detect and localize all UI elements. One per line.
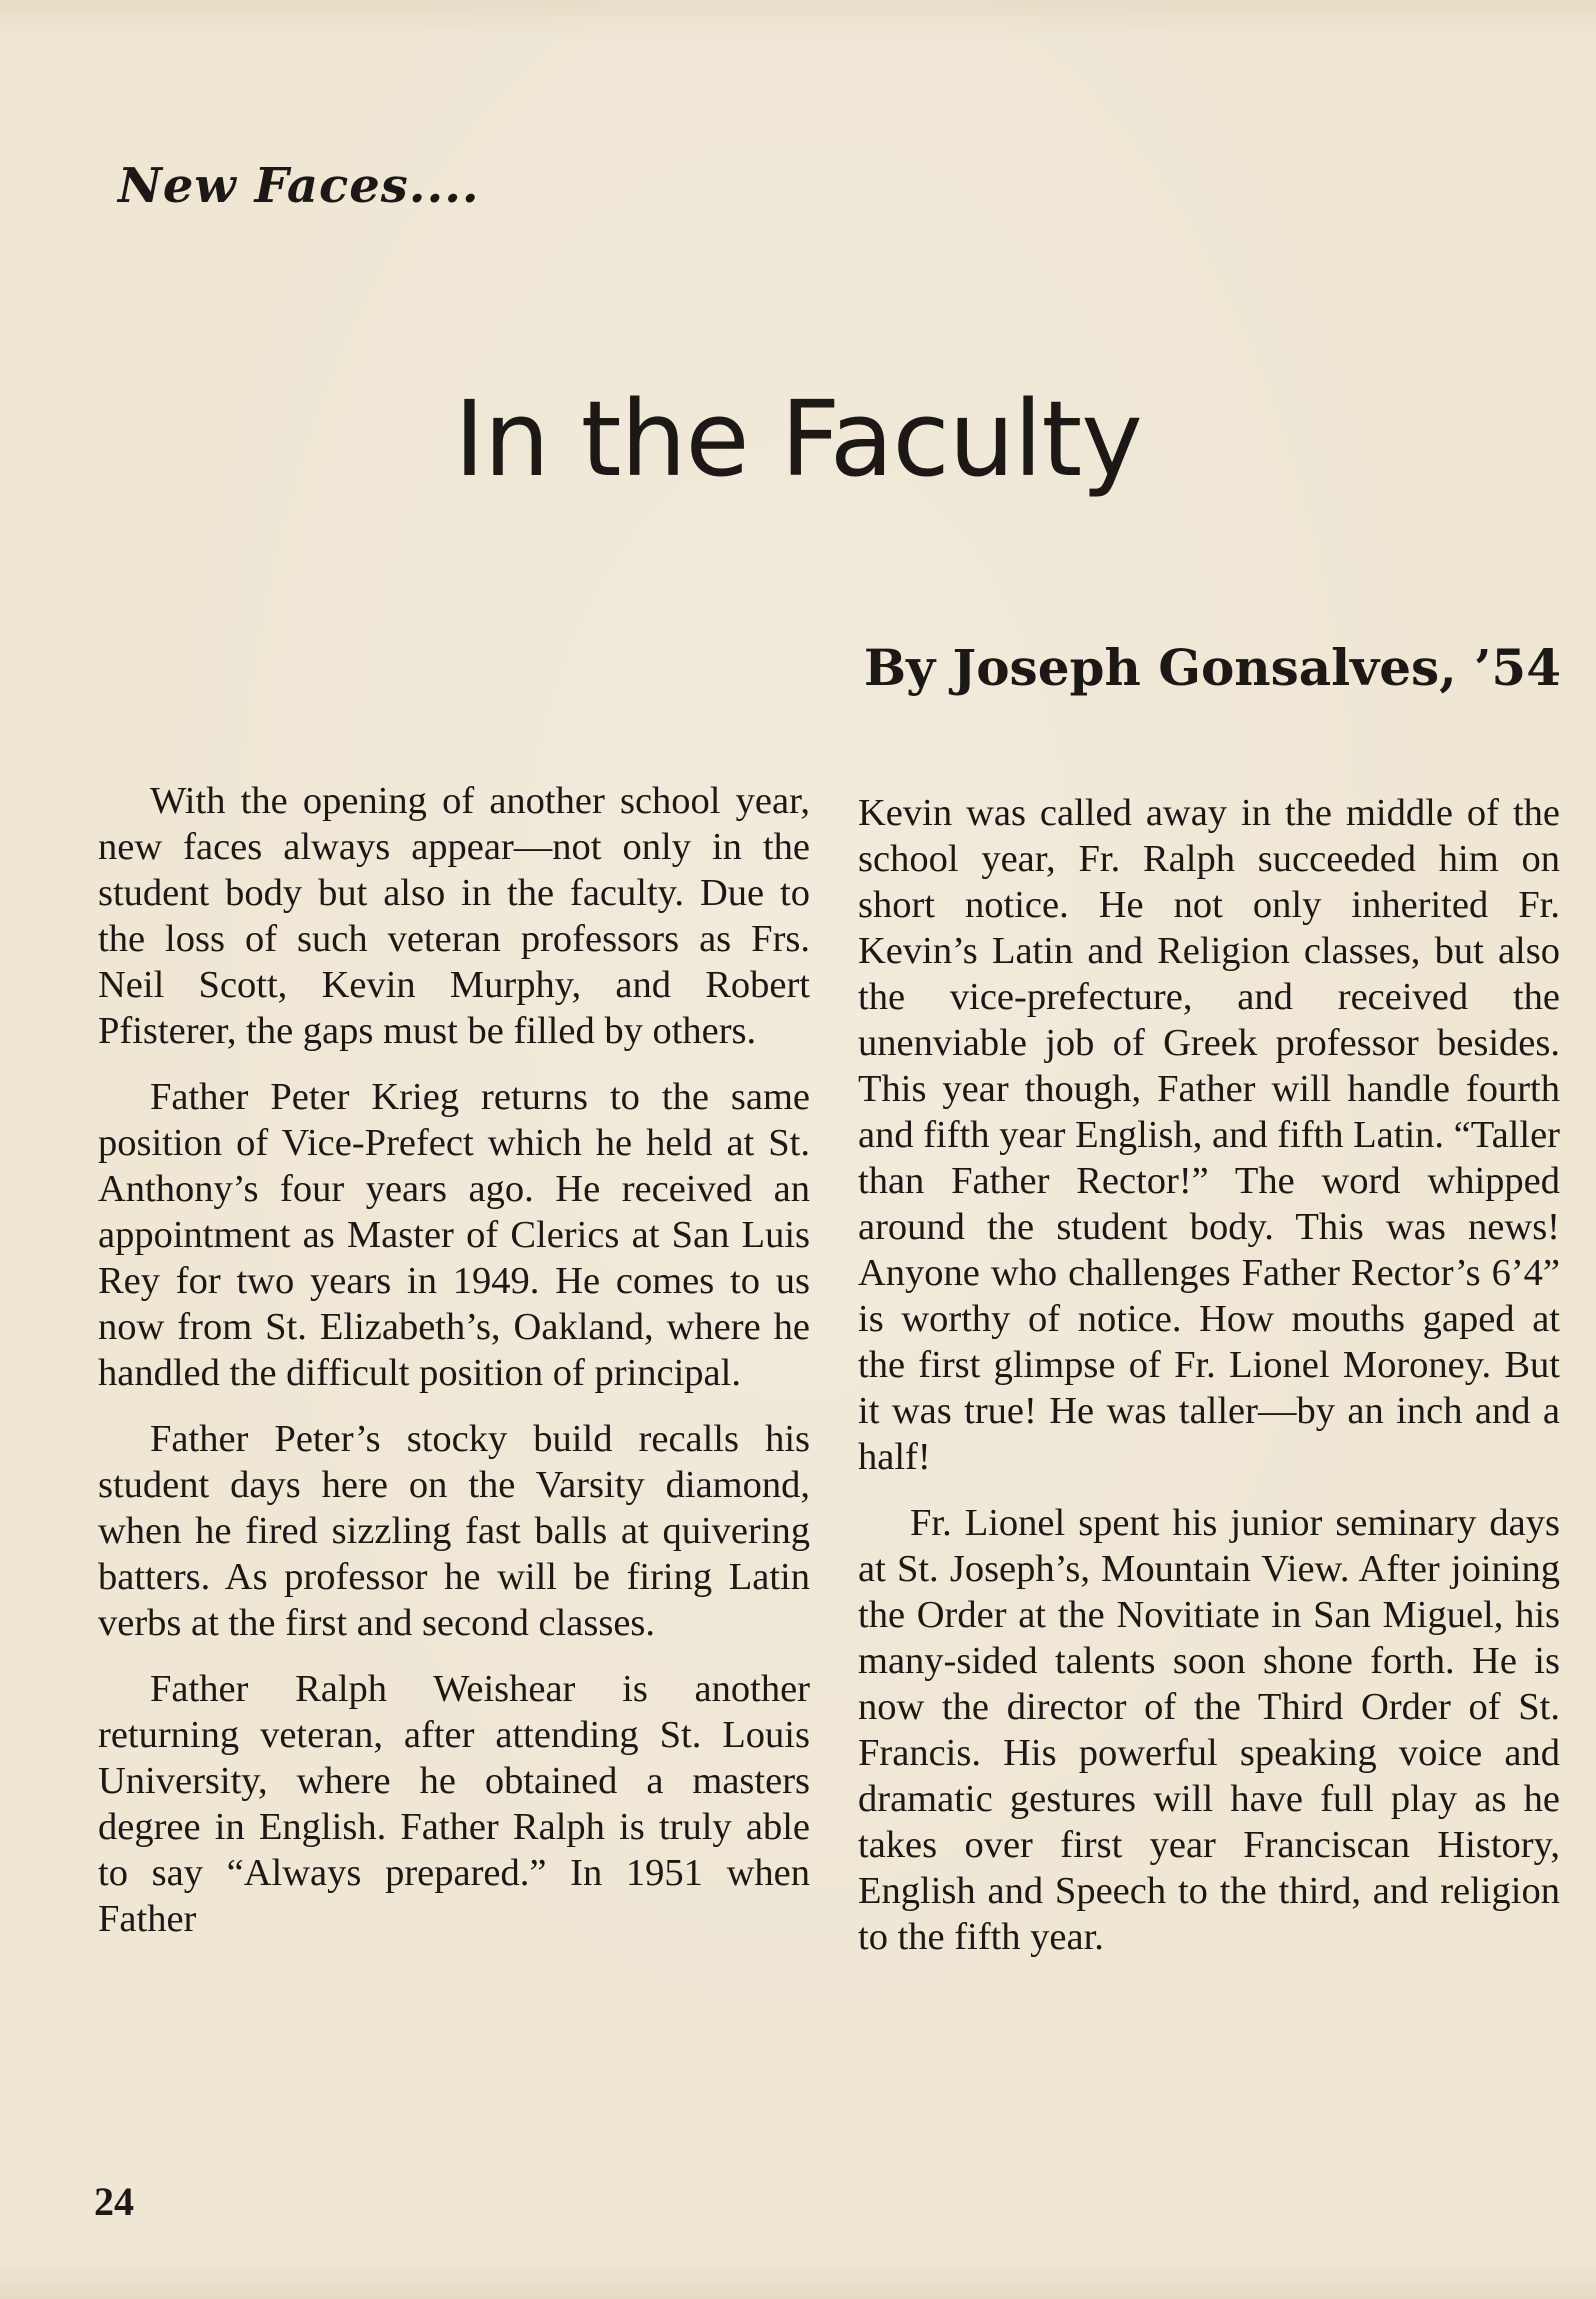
paragraph: With the opening of another school year, new faces always appear—not only in the student body but also in the faculty. Due to the loss of such veteran professors as Frs. Neil Scott, Kevin Murphy, and Robert Pfisterer, the gaps must be filled by others. <box>98 780 810 1052</box>
article-byline: By Joseph Gonsalves, ’54 <box>863 638 1561 697</box>
paragraph: Father Peter’s stocky build recalls his student days here on the Varsity diamond, when he fired sizzling fast balls at quivering batters. As professor he will be firing Latin verbs at the first and second classes. <box>98 1418 810 1644</box>
left-column <box>98 778 810 1962</box>
article-headline: In the Faculty <box>454 378 1142 500</box>
paragraph: Fr. Lionel spent his junior seminary days at St. Joseph’s, Mountain View. After joining the Order at the Novitiate in San Miguel, his many-sided talents soon shone forth. He is now the director of the Third Order of St. Francis. His powerful speaking voice and dramatic gestures will have full play as he takes over first year Franciscan History, English and Speech to the third, and religion to the fifth year. <box>858 1502 1560 1958</box>
right-column <box>858 790 1560 1980</box>
paragraph: Father Ralph Weishear is another returning veteran, after attending St. Louis University, where he obtained a masters degree in English. Father Ralph is truly able to say “Always prepared.” In 1951 when Father <box>98 1668 810 1940</box>
paragraph: Father Peter Krieg returns to the same position of Vice-Prefect which he held at St. Anthony’s four years ago. He received an appointment as Master of Clerics at San Luis Rey for two years in 1949. He comes to us now from St. Elizabeth’s, Oakland, where he handled the difficult position of principal. <box>98 1076 810 1394</box>
section-kicker: New Faces.... <box>118 158 480 214</box>
paragraph: Kevin was called away in the middle of the school year, Fr. Ralph succeeded him on short notice. He not only inherited Fr. Kevin’s Latin and Religion classes, but also the vice-prefecture, and received the unenviable job of Greek professor besides. This year though, Father will handle fourth and fifth year English, and fifth Latin. “Taller than Father Rector!” The word whipped around the student body. This was news! Anyone who challenges Father Rector’s 6’4” is worthy of notice. How mouths gaped at the first glimpse of Fr. Lionel Moroney. But it was true! He was taller—by an inch and a half! <box>858 792 1560 1478</box>
page-number: 24 <box>94 2179 134 2224</box>
